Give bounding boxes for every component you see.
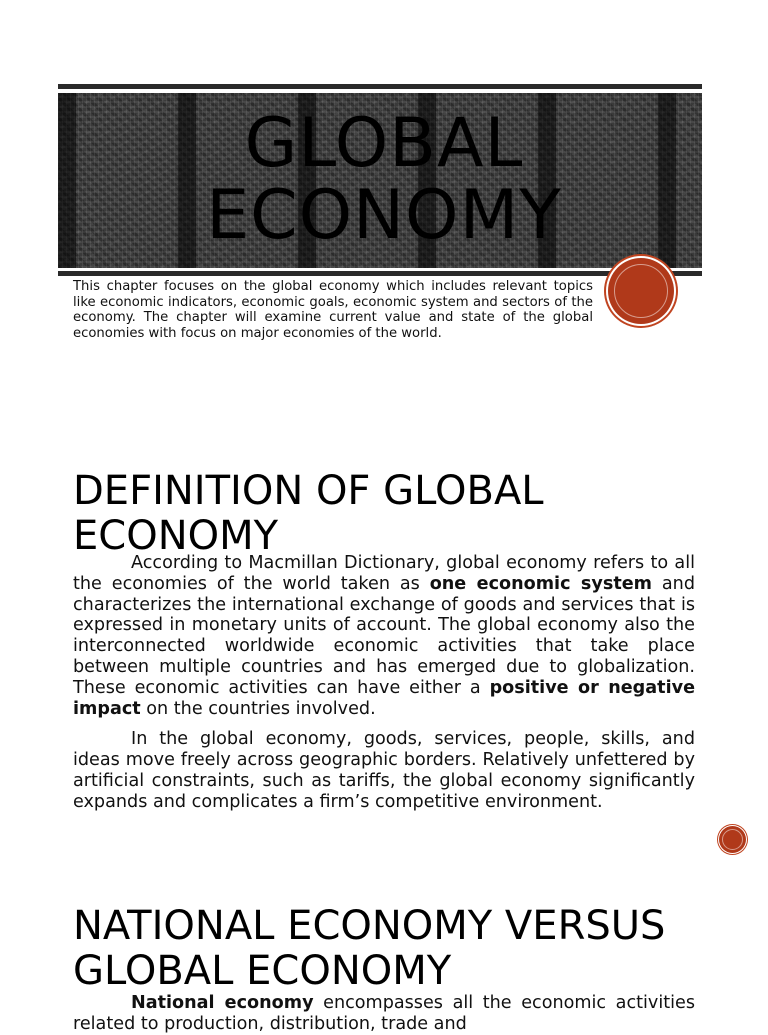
banner-top-line [58,84,702,89]
definition-body [73,553,695,813]
definition-heading-line1: DEFINITION OF GLOBAL [73,468,544,514]
accent-circle-decoration [608,258,674,324]
national-p1-emphasis: National economy [131,993,314,1013]
definition-p1-emphasis-2: positive or negative impact [73,677,695,719]
national-heading-line1: NATIONAL ECONOMY VERSUS [73,903,666,949]
slide-title-line2: ECONOMY [206,176,562,255]
national-p1-text: encompasses all the economic activities related to production, distribution, trade and [73,993,695,1034]
slide-title [0,104,768,255]
intro-text: This chapter focuses on the global economy which includes relevant topics like economic indicators, economic goals, economic system and sectors of the economy. The chapter will examine current value and state of the global economies with focus on major economies of the world. [73,279,593,341]
definition-p1-text-2: and characterizes the international exchange of goods and services that is expressed in monetary units of account. The global economy also the interconnected worldwide economic activities that take place between multiple countries and has emerged due to globalization. These economic activities can have either a [73,573,695,698]
accent-circle-small-decoration [719,826,746,853]
definition-p1-text: According to Macmillan Dictionary, global economy refers to all the economies of the world taken as [73,553,695,594]
definition-heading [73,469,713,559]
definition-paragraph-1 [73,553,695,719]
definition-heading-line2: ECONOMY [73,513,279,559]
national-heading-line2: GLOBAL ECONOMY [73,948,452,994]
banner-bottom-line [58,271,702,276]
national-body [73,993,695,1035]
slide-title-line1: GLOBAL [244,104,524,183]
definition-p1-text-3: on the countries involved. [140,698,376,719]
national-paragraph-1 [73,993,695,1035]
national-heading [73,904,713,994]
definition-p1-emphasis-1: one economic system [429,573,653,594]
definition-paragraph-2: In the global economy, goods, services, people, skills, and ideas move freely across geographic borders. Relatively unfettered by artificial constraints, such as tariffs, the global economy significantly expands and complicates a firm’s competitive environment. [73,729,695,812]
